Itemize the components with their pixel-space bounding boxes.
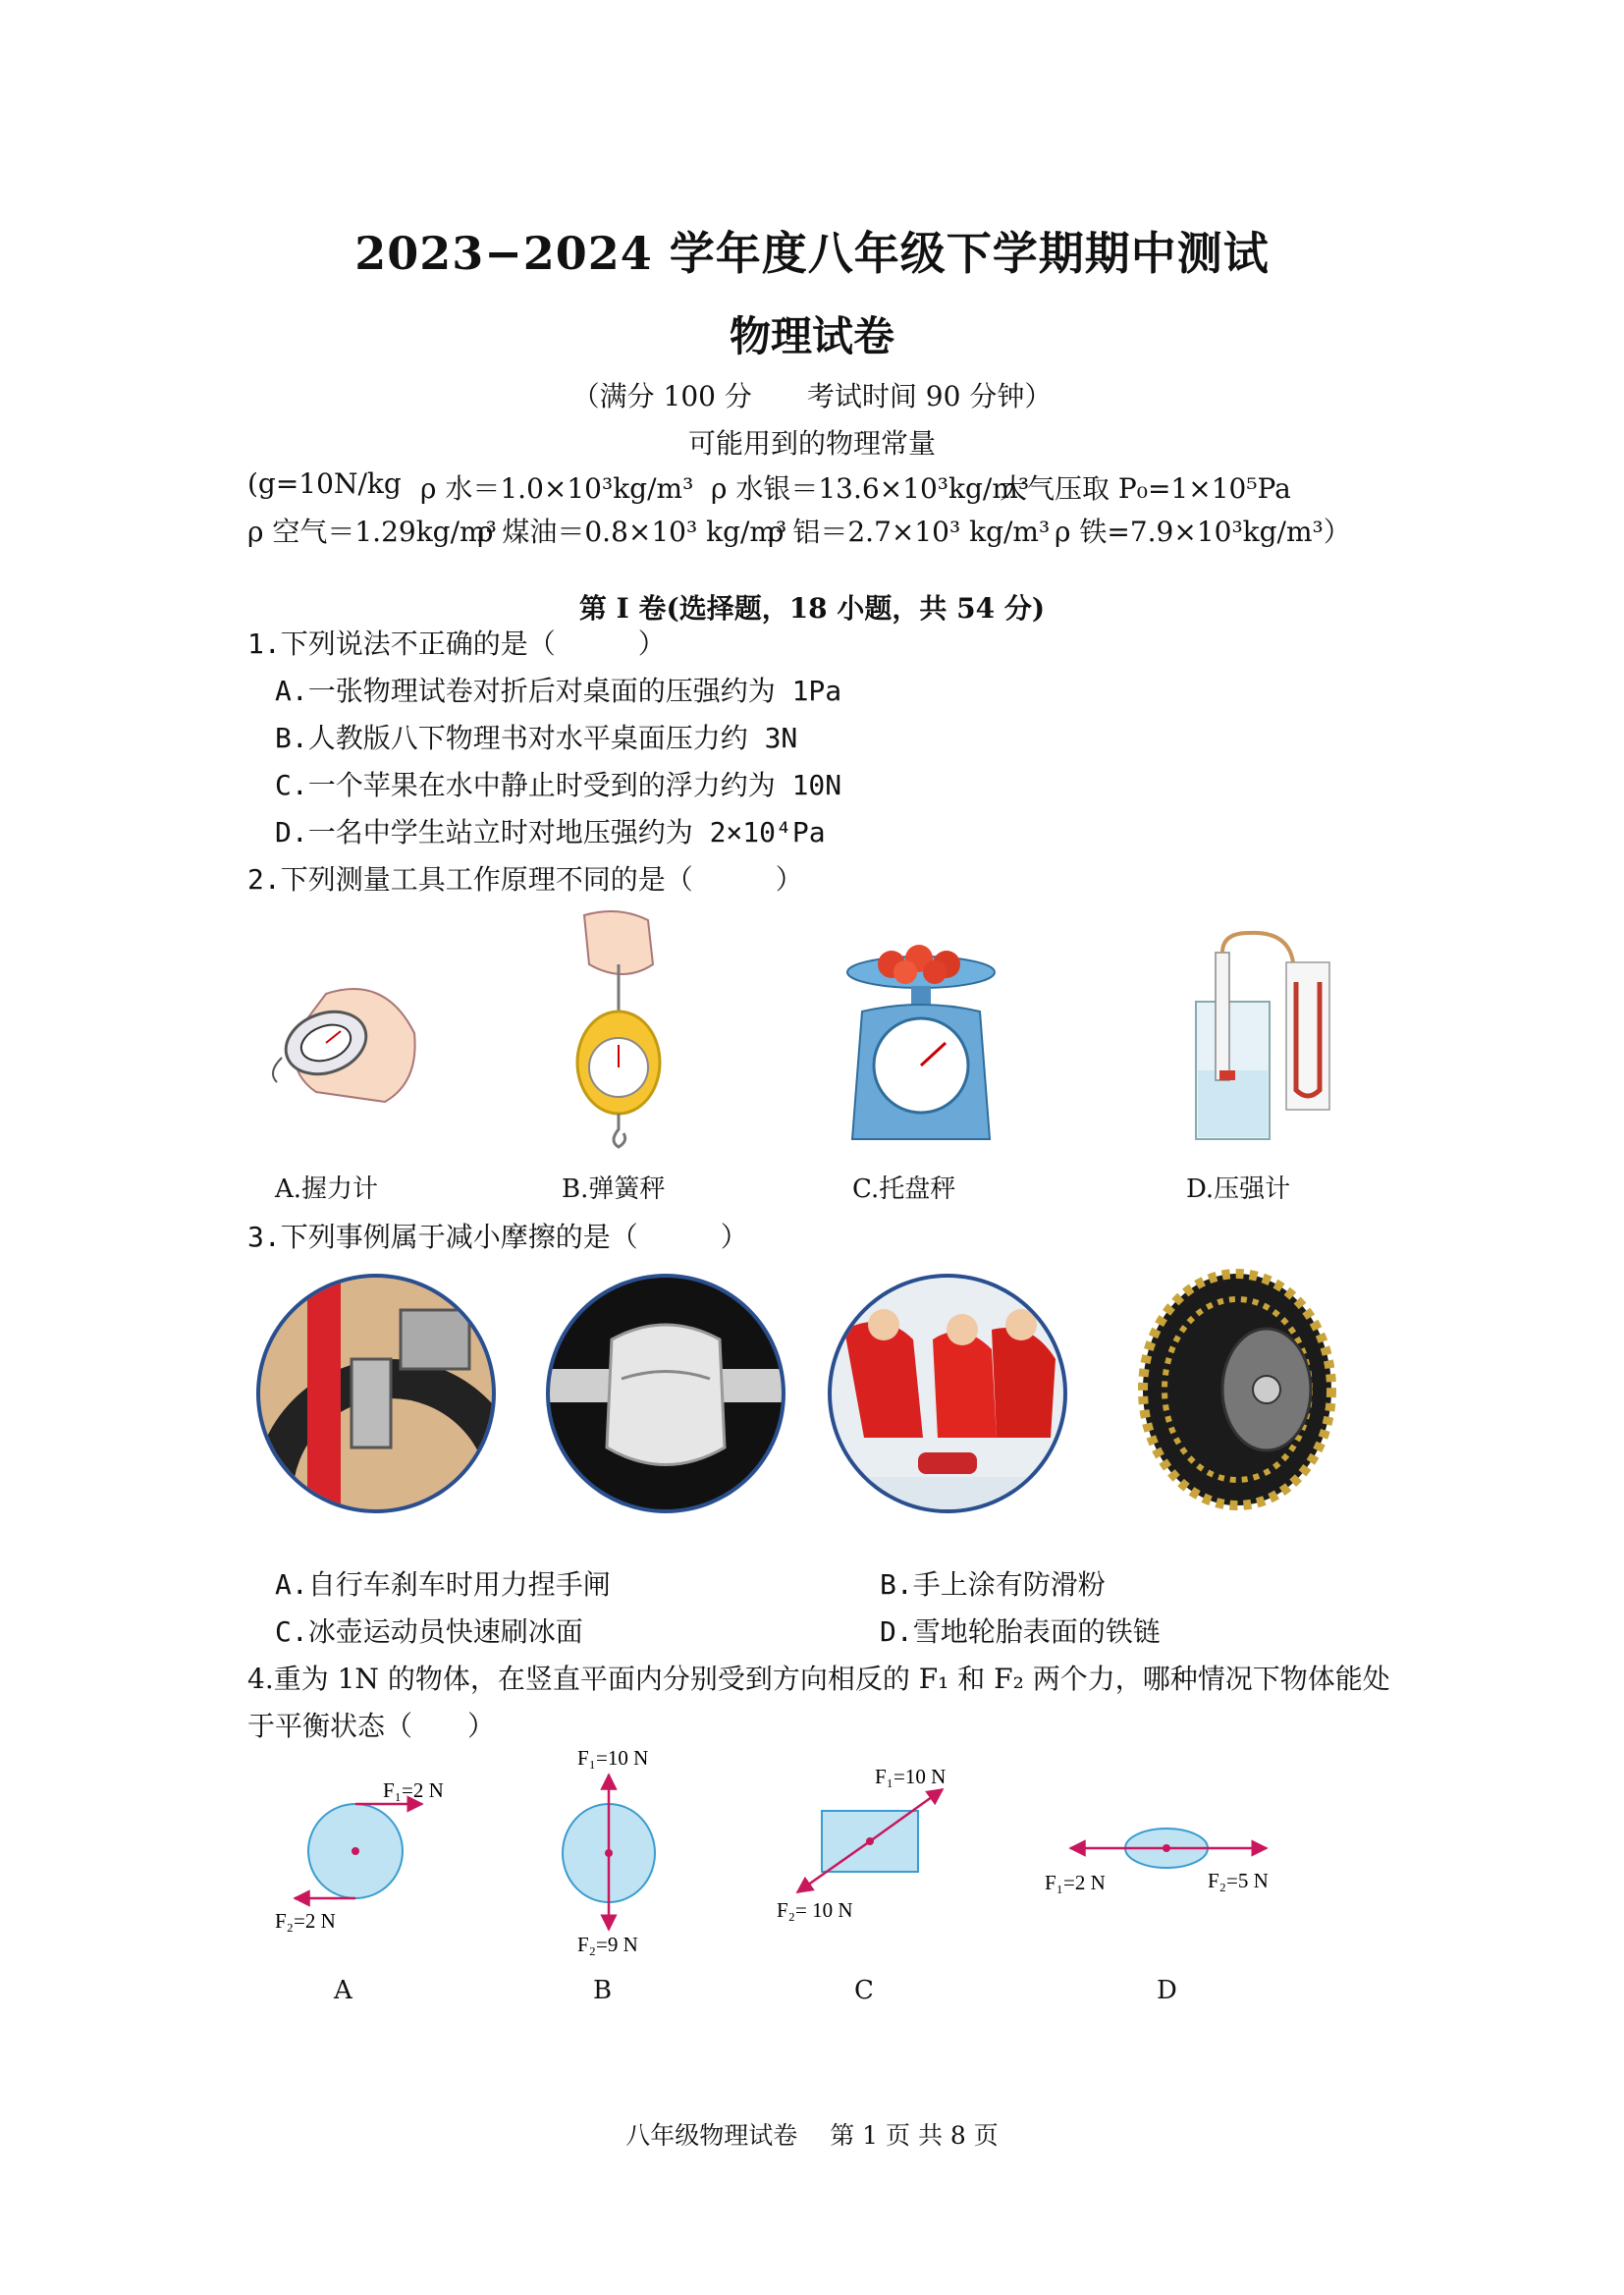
question-1-stem: 1.下列说法不正确的是（ ） <box>247 628 666 660</box>
question-2-stem: 2.下列测量工具工作原理不同的是（ ） <box>247 863 803 896</box>
constant-air-density: ρ 空气＝1.29kg/m³ <box>247 516 497 548</box>
question-4-stem-line2: 于平衡状态（ ） <box>247 1710 496 1742</box>
question-3-option-c: C.冰壶运动员快速刷冰面 <box>275 1615 583 1648</box>
question-2-caption-b: B.弹簧秤 <box>562 1175 666 1204</box>
constant-water-density: ρ 水＝1.0×10³kg/m³ <box>420 472 694 505</box>
force-diagram-b <box>550 1743 697 1959</box>
diagram-c-label: C <box>854 1976 874 2005</box>
constant-iron-density: ρ 铁=7.9×10³kg/m³） <box>1055 516 1351 548</box>
constant-kerosene-density: ρ 煤油＝0.8×10³ kg/m³ <box>477 516 787 548</box>
question-1-option-c: C.一个苹果在水中静止时受到的浮力约为 10N <box>275 769 842 801</box>
diagram-b-f1-label: F₁=10 N <box>577 1746 649 1770</box>
exam-info: （满分 100 分 考试时间 90 分钟） <box>571 380 1053 412</box>
constant-atmospheric-pressure: 大气压取 P₀=1×10⁵Pa <box>1000 472 1291 505</box>
diagram-c-f2-label: F₂= 10 N <box>777 1898 853 1922</box>
question-3-option-b: B.手上涂有防滑粉 <box>880 1568 1106 1601</box>
constant-mercury-density: ρ 水银＝13.6×10³kg/m³ <box>711 472 1030 505</box>
exam-subtitle: 物理试卷 <box>729 312 894 360</box>
exam-title: 2023−2024 学年度八年级下学期期中测试 <box>354 227 1270 280</box>
snow-tire-chains-image <box>1129 1267 1345 1512</box>
section-title: 第 Ⅰ 卷(选择题，18 小题，共 54 分) <box>578 592 1046 625</box>
diagram-d-f1-label: F₁=2 N <box>1045 1871 1106 1894</box>
question-3-option-a: A.自行车刹车时用力捏手闸 <box>275 1568 611 1601</box>
question-3-option-d: D.雪地轮胎表面的铁链 <box>880 1615 1161 1648</box>
emphasis-not-correct: 不正确 <box>390 628 473 660</box>
force-diagram-d <box>1039 1807 1294 1905</box>
constants-heading: 可能用到的物理常量 <box>687 427 936 460</box>
force-diagram-c <box>771 1760 987 1937</box>
diagram-b-label: B <box>593 1976 613 2005</box>
spring-scale-image <box>565 905 673 1151</box>
constant-aluminum-density: ρ 铝＝2.7×10³ kg/m³ <box>768 516 1051 548</box>
diagram-b-f2-label: F₂=9 N <box>577 1933 638 1956</box>
platform-scale-image <box>842 943 1000 1149</box>
pressure-gauge-image <box>1190 923 1337 1144</box>
question-2-caption-d: D.压强计 <box>1186 1175 1291 1204</box>
diagram-a-label: A <box>334 1976 352 2005</box>
question-4-stem-line1: 4.重为 1N 的物体，在竖直平面内分别受到方向相反的 F₁ 和 F₂ 两个力，哪种情况下物体能处 <box>247 1663 1390 1695</box>
question-1-option-a: A.一张物理试卷对折后对桌面的压强约为 1Pa <box>275 675 842 707</box>
bicycle-brake-image <box>253 1271 499 1516</box>
diagram-d-label: D <box>1157 1976 1177 2005</box>
curling-athletes-image <box>825 1271 1070 1516</box>
question-1-option-b: B.人教版八下物理书对水平桌面压力约 3N <box>275 722 798 754</box>
chalked-hands-image <box>543 1271 788 1516</box>
diagram-a-f2-label: F₂=2 N <box>275 1909 336 1933</box>
constant-g: (g=10N/kg <box>247 467 402 500</box>
grip-dynamometer-image <box>257 964 426 1112</box>
question-1-option-d: D.一名中学生站立时对地压强约为 2×10⁴Pa <box>275 816 826 848</box>
question-2-caption-a: A.握力计 <box>275 1175 379 1204</box>
diagram-a-f1-label: F₁=2 N <box>383 1778 444 1802</box>
force-diagram-a <box>265 1758 481 1944</box>
diagram-d-f2-label: F₂=5 N <box>1208 1869 1269 1892</box>
diagram-c-f1-label: F₁=10 N <box>875 1765 947 1788</box>
page-footer: 八年级物理试卷 第 1 页 共 8 页 <box>625 2121 999 2150</box>
question-3-stem: 3.下列事例属于减小摩擦的是（ ） <box>247 1221 748 1253</box>
question-2-caption-c: C.托盘秤 <box>852 1175 956 1204</box>
